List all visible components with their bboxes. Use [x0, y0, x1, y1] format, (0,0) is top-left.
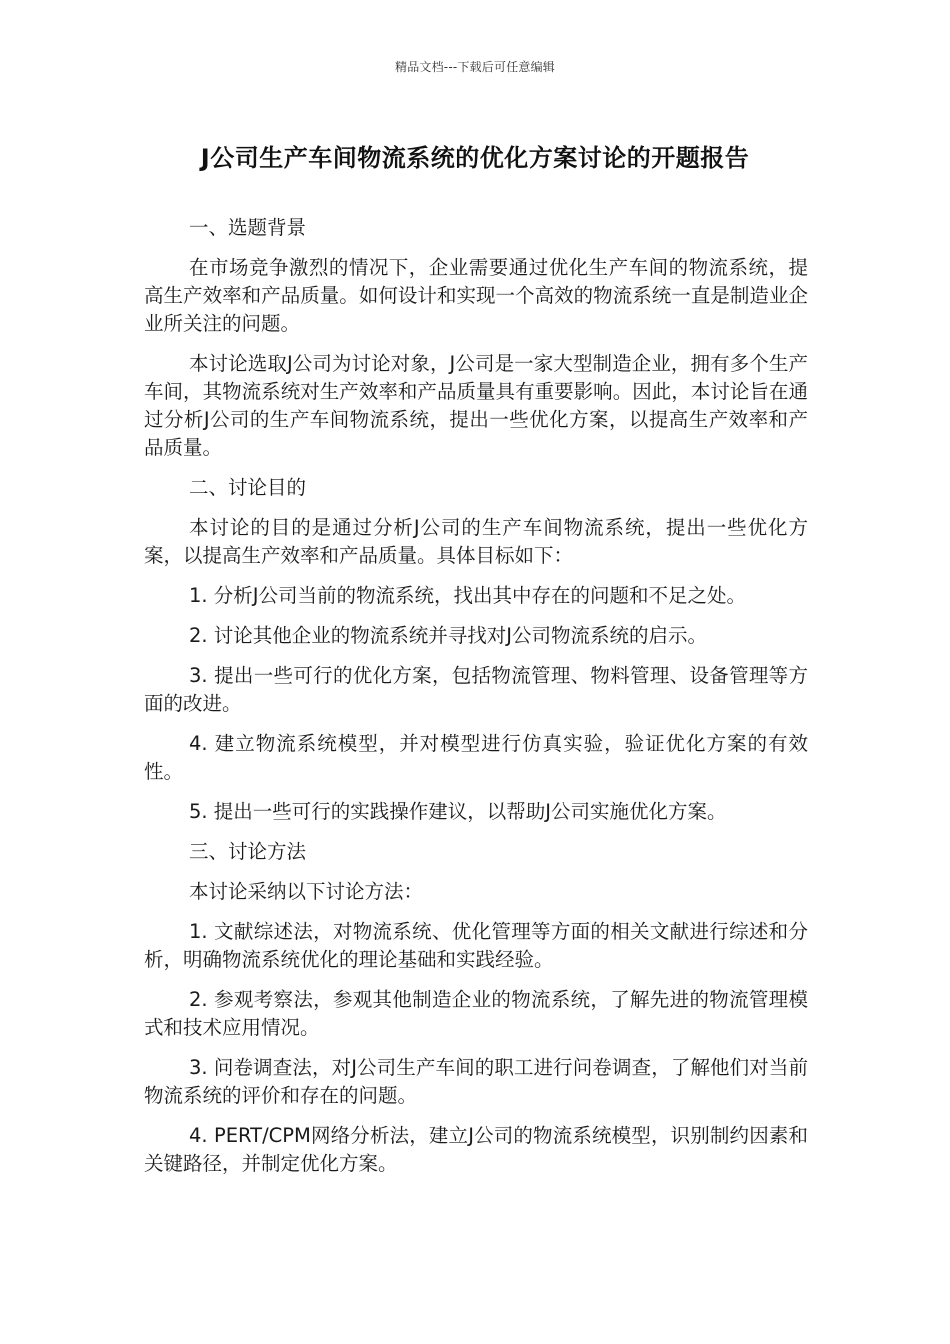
list-item-goal-3: 3. 提出一些可行的优化方案，包括物流管理、物料管理、设备管理等方面的改进。: [144, 664, 808, 715]
section-heading-background: 一、选题背景: [189, 216, 307, 239]
list-item-goal-5: 5. 提出一些可行的实践操作建议，以帮助J公司实施优化方案。: [189, 800, 727, 823]
section-heading-method: 三、讨论方法: [189, 840, 307, 863]
section-heading-purpose: 二、讨论目的: [189, 476, 307, 499]
list-item-method-1: 1. 文献综述法，对物流系统、优化管理等方面的相关文献进行综述和分析，明确物流系统优化的理论基础和实践经验。: [144, 920, 808, 971]
document-title: J公司生产车间物流系统的优化方案讨论的开题报告: [200, 144, 750, 172]
paragraph-method-intro: 本讨论采纳以下讨论方法：: [189, 880, 424, 903]
paragraph-background-2: 本讨论选取J公司为讨论对象，J公司是一家大型制造企业，拥有多个生产车间，其物流系统对生产效率和产品质量具有重要影响。因此，本讨论旨在通过分析J公司的生产车间物流系统，提出一些优化方案，以提高生产效率和产品质量。: [144, 352, 808, 459]
list-item-goal-1: 1. 分析J公司当前的物流系统，找出其中存在的问题和不足之处。: [189, 584, 747, 607]
list-item-goal-2: 2. 讨论其他企业的物流系统并寻找对J公司物流系统的启示。: [189, 624, 708, 647]
page-header: 精品文档---下载后可任意编辑: [395, 60, 555, 74]
list-item-method-2: 2. 参观考察法，参观其他制造企业的物流系统，了解先进的物流管理模式和技术应用情况。: [144, 988, 808, 1039]
list-item-goal-4: 4. 建立物流系统模型，并对模型进行仿真实验，验证优化方案的有效性。: [144, 732, 808, 783]
paragraph-purpose-intro: 本讨论的目的是通过分析J公司的生产车间物流系统，提出一些优化方案，以提高生产效率和产品质量。具体目标如下：: [144, 516, 808, 567]
paragraph-background-1: 在市场竞争激烈的情况下，企业需要通过优化生产车间的物流系统，提高生产效率和产品质量。如何设计和实现一个高效的物流系统一直是制造业企业所关注的问题。: [144, 256, 808, 335]
list-item-method-4: 4. PERT/CPM网络分析法，建立J公司的物流系统模型，识别制约因素和关键路径，并制定优化方案。: [144, 1124, 808, 1175]
document-body: [144, 214, 808, 1190]
list-item-method-3: 3. 问卷调查法，对J公司生产车间的职工进行问卷调查，了解他们对当前物流系统的评价和存在的问题。: [144, 1056, 808, 1107]
